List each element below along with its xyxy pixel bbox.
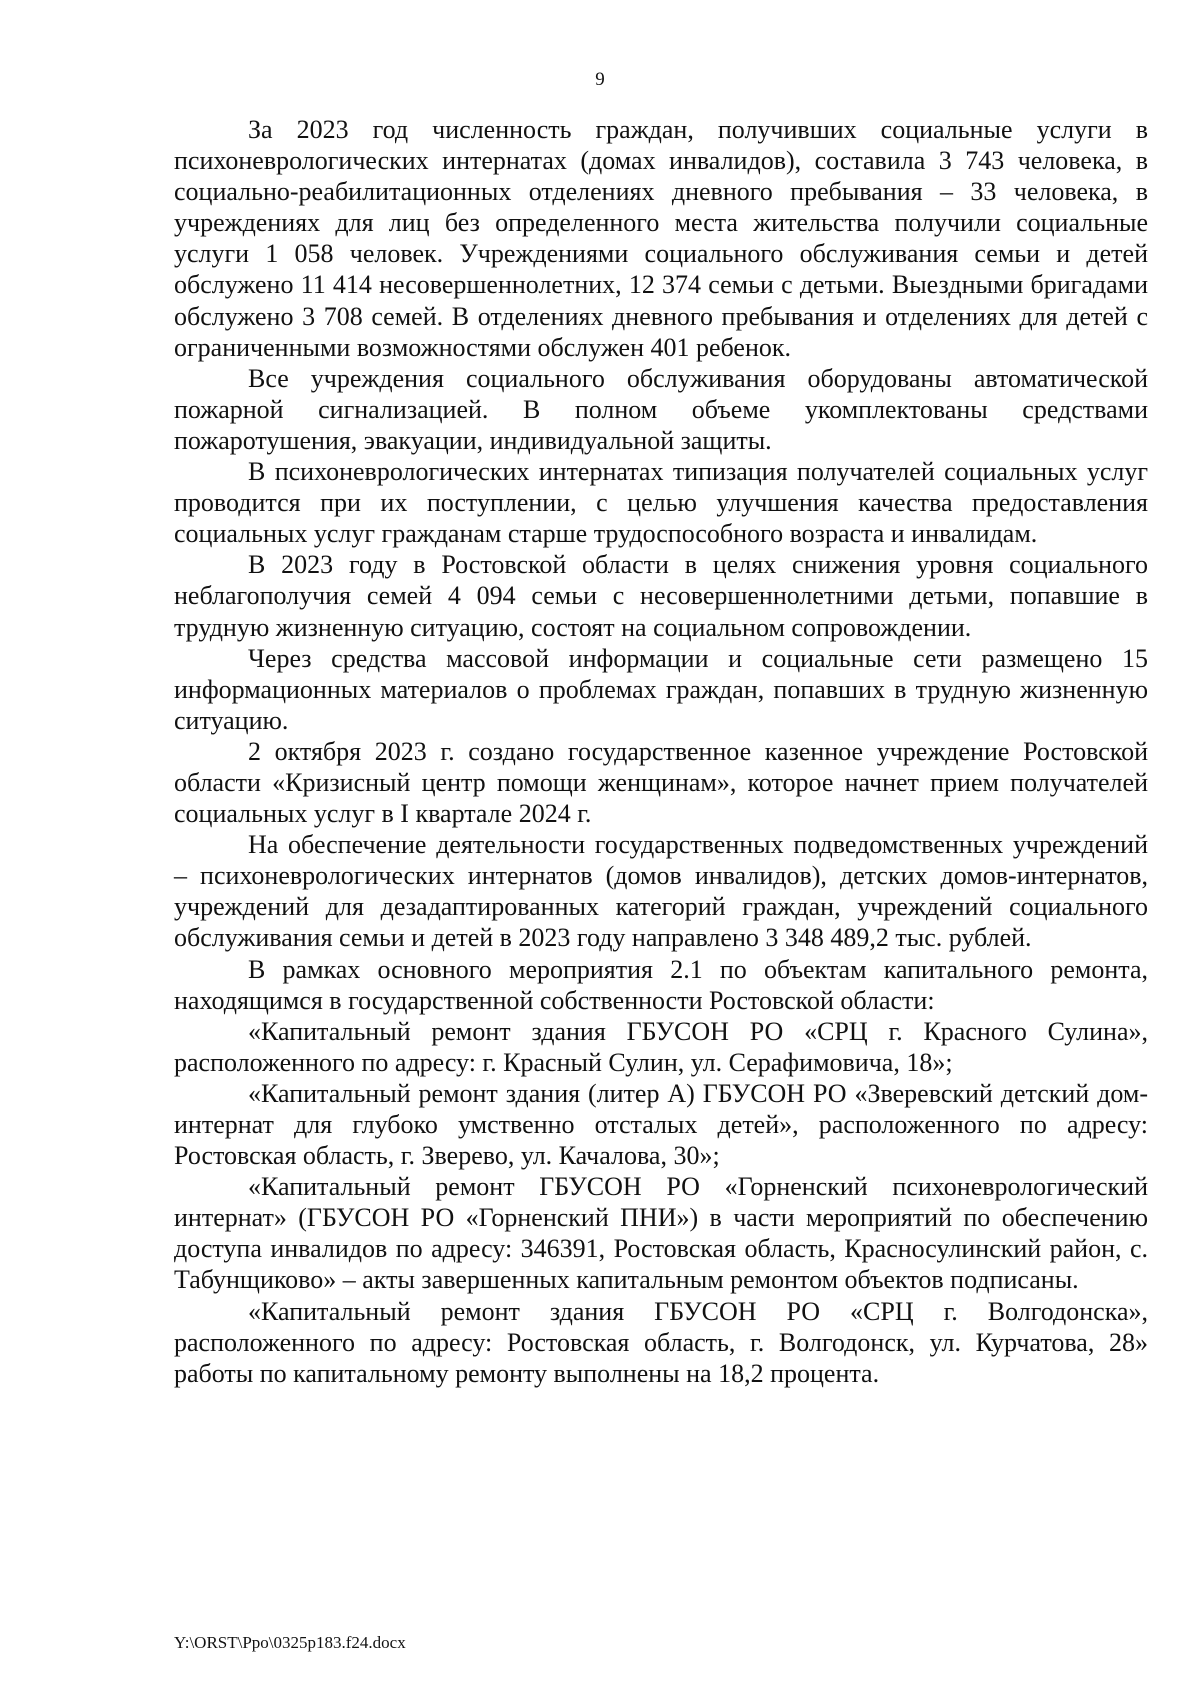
paragraph-media-materials: Через средства массовой информации и социальные сети размещено 15 информационных материалов о проблемах граждан, попавших в трудную жизненную ситуацию.	[174, 643, 1148, 735]
paragraph-fire-safety: Все учреждения социального обслуживания оборудованы автоматической пожарной сигнализацией. В полном объеме укомплектованы средствами пожаротушения, эвакуации, индивидуальной защиты.	[174, 363, 1148, 455]
paragraph-funding: На обеспечение деятельности государственных подведомственных учреждений – психоневрологических интернатов (домов инвалидов), детских домов-интернатов, учреждений для дезадаптированных категорий граждан, учреждений социального обслуживания семьи и детей в 2023 году направлено 3 348 489,2 тыс. рублей.	[174, 830, 1148, 953]
paragraph-repair-zverevo: «Капитальный ремонт здания (литер А) ГБУСОН РО «Зверевский детский дом-интернат для глубоко умственно отсталых детей», расположенного по адресу: Ростовская область, г. Зверево, ул. Качалова, 30»;	[174, 1078, 1148, 1171]
paragraph-repair-volgodonsk: «Капитальный ремонт здания ГБУСОН РО «СРЦ г. Волгодонска», расположенного по адресу: Ростовская область, г. Волгодонск, ул. Курчатова, 28» работы по капитальному ремонту выполнены на 18,2 процента.	[174, 1296, 1148, 1388]
paragraph-typification: В психоневрологических интернатах типизация получателей социальных услуг проводится при их поступлении, с целью улучшения качества предоставления социальных услуг гражданам старше трудоспособного возраста и инвалидам.	[174, 457, 1148, 549]
paragraph-family-support: В 2023 году в Ростовской области в целях снижения уровня социального неблагополучия семей 4 094 семьи с несовершеннолетними детьми, попавшие в трудную жизненную ситуацию, состоят на социальном сопровождении.	[174, 550, 1148, 642]
page-number: 9	[595, 69, 605, 90]
document-body	[174, 114, 1148, 1389]
paragraph-capital-repair-intro: В рамках основного мероприятия 2.1 по объектам капитального ремонта, находящимся в государственной собственности Ростовской области:	[174, 954, 1148, 1015]
paragraph-repair-krasny-sulin: «Капитальный ремонт здания ГБУСОН РО «СРЦ г. Красного Сулина», расположенного по адресу: г. Красный Сулин, ул. Серафимовича, 18»;	[174, 1016, 1148, 1077]
paragraph-social-services-statistics: За 2023 год численность граждан, получивших социальные услуги в психоневрологических интернатах (домах инвалидов), составила 3 743 человека, в социально-реабилитационных отделениях дневного пребывания – 33 человека, в учреждениях для лиц без определенного места жительства получили социальные услуги 1 058 человек. Учреждениями социального обслуживания семьи и детей обслужено 11 414 несовершеннолетних, 12 374 семьи с детьми. Выездными бригадами обслужено 3 708 семей. В отделениях дневного пребывания и отделениях для детей с ограниченными возможностями обслужен 401 ребенок.	[174, 115, 1148, 362]
paragraph-crisis-center: 2 октября 2023 г. создано государственное казенное учреждение Ростовской области «Кризисный центр помощи женщинам», которое начнет прием получателей социальных услуг в I квартале 2024 г.	[174, 736, 1148, 829]
paragraph-repair-gorny: «Капитальный ремонт ГБУСОН РО «Горненский психоневрологический интернат» (ГБУСОН РО «Горненский ПНИ») в части мероприятий по обеспечению доступа инвалидов по адресу: 346391, Ростовская область, Красносулинский район, с. Табунщиково» – акты завершенных капитальным ремонтом объектов подписаны.	[174, 1172, 1148, 1295]
footer-file-path: Y:\ORST\Ppo\0325p183.f24.docx	[174, 1633, 406, 1652]
